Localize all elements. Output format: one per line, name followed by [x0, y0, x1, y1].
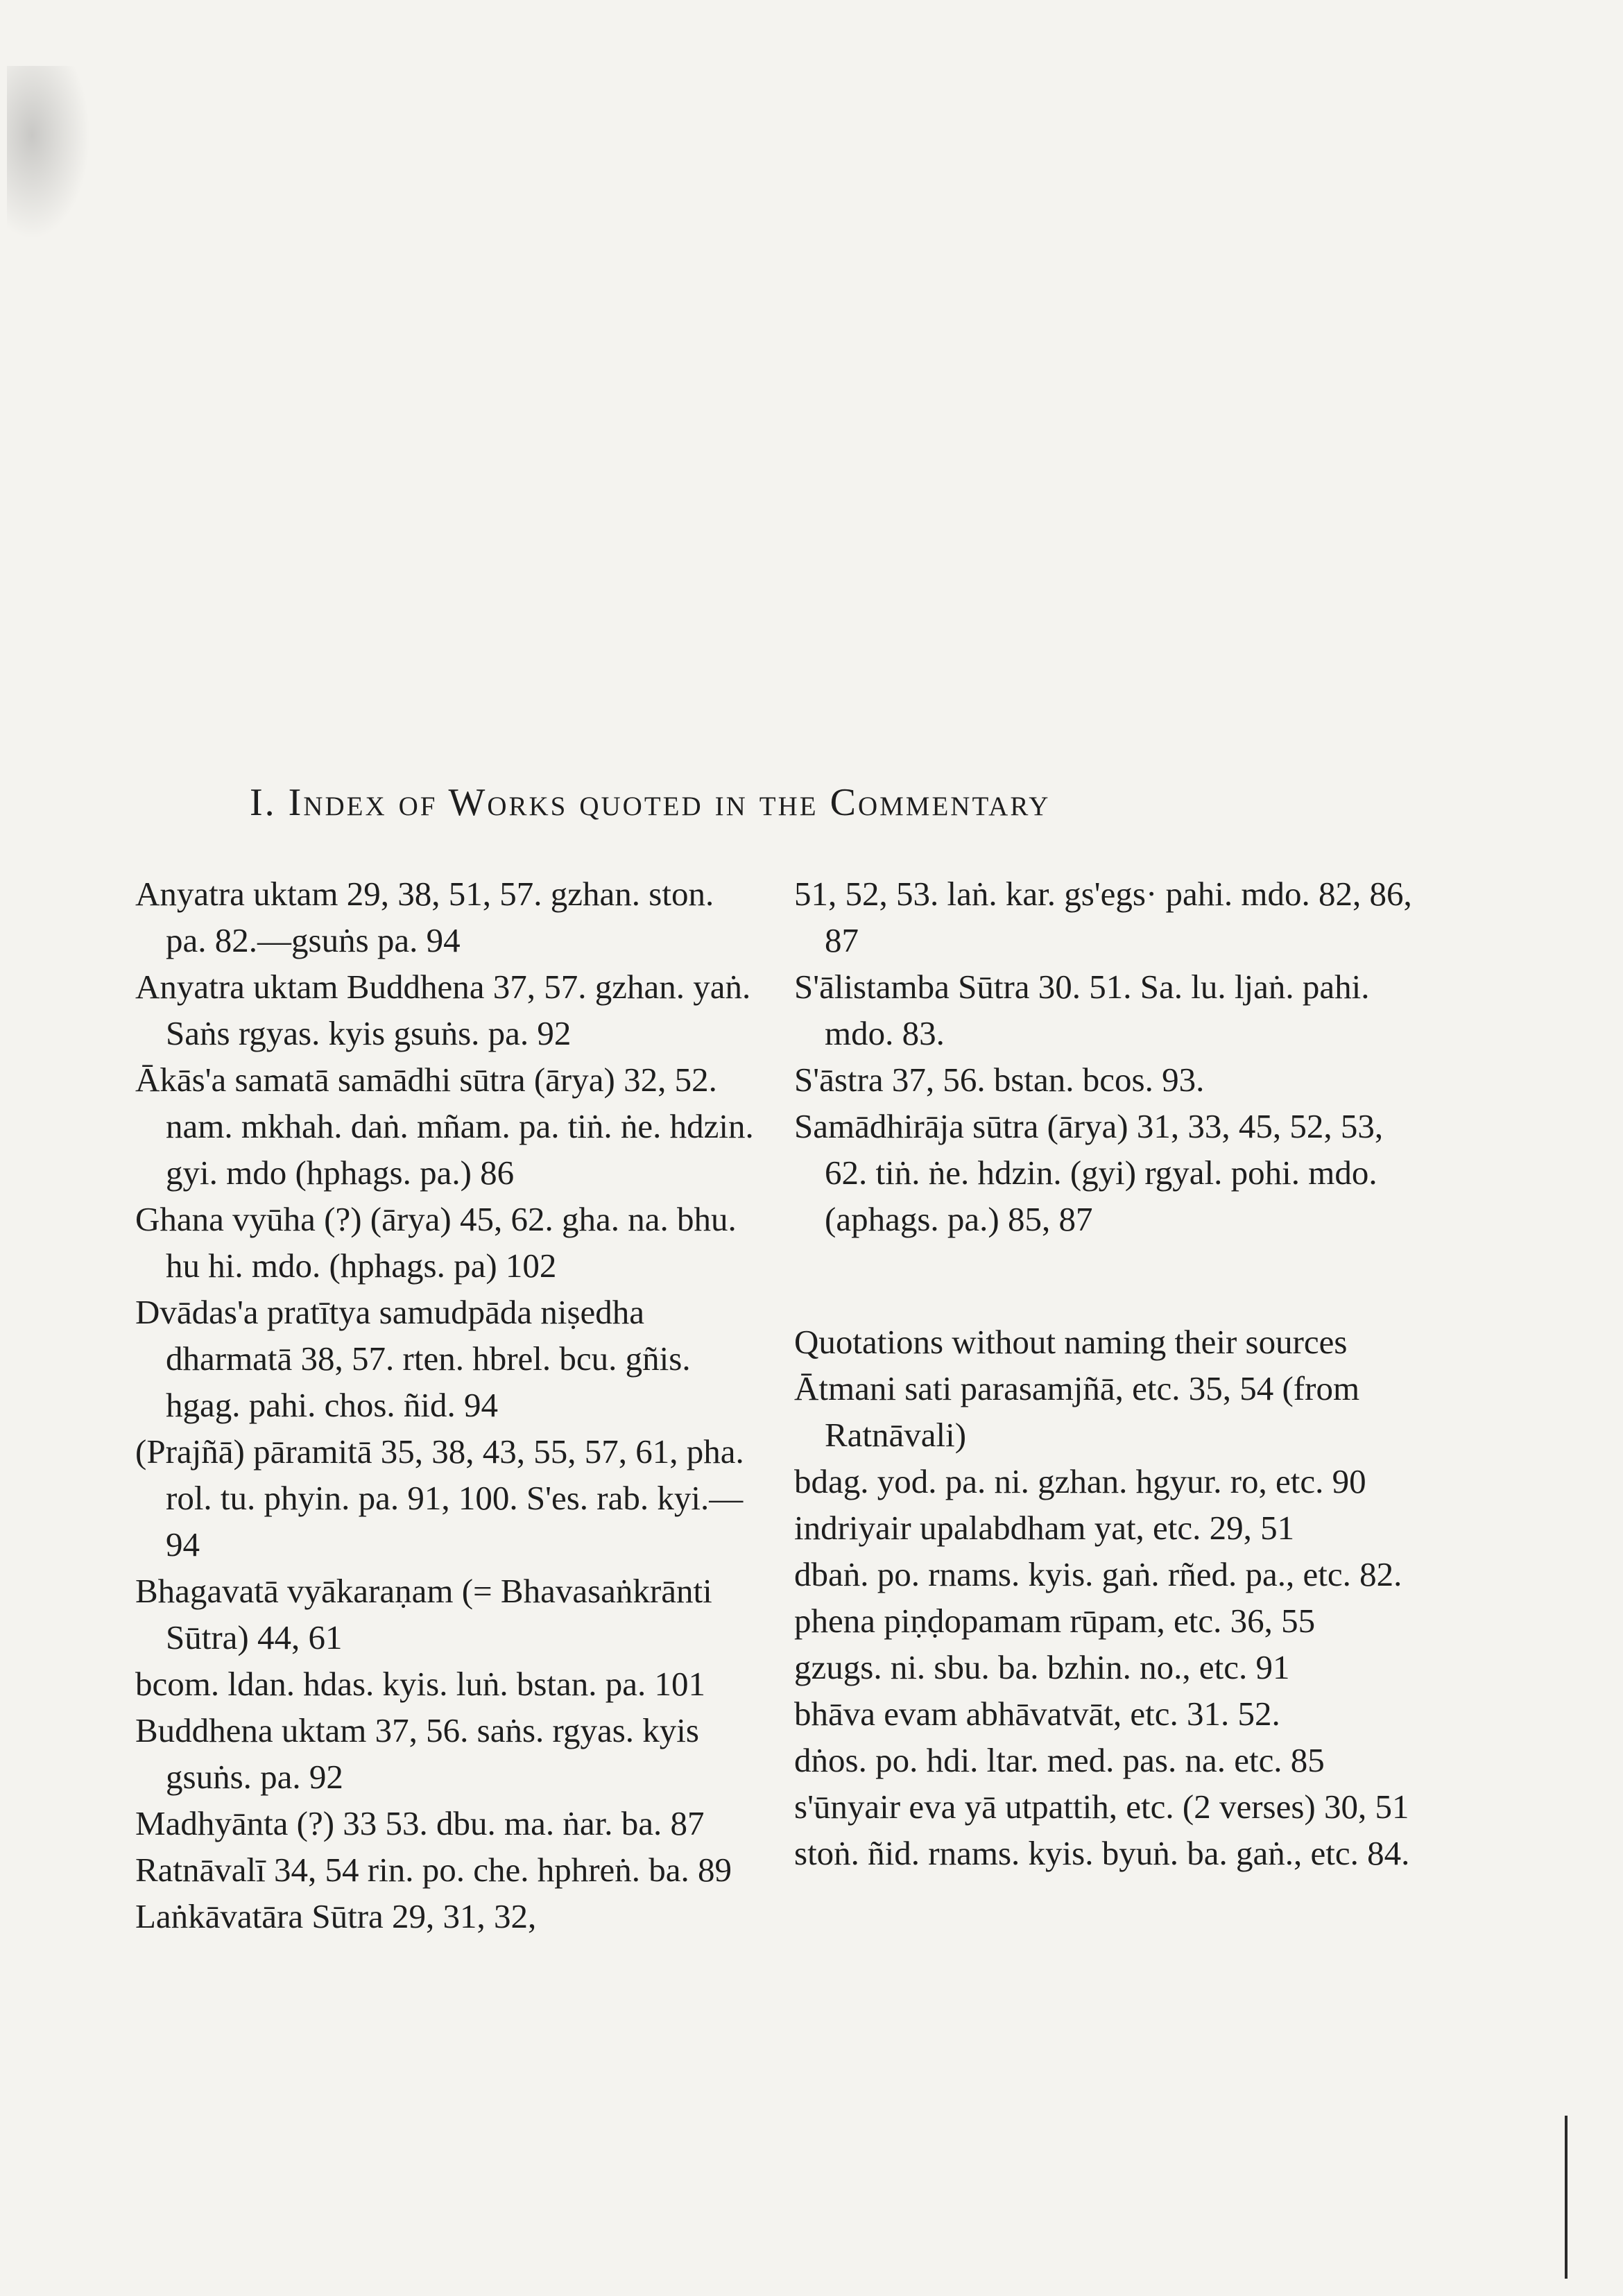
index-entry: bdag. yod. pa. ni. gzhan. hgyur. ro, etc. 90	[794, 1462, 1366, 1500]
index-entry: S'ālistamba Sūtra 30. 51. Sa. lu. ljaṅ. pahi. mdo. 83.	[794, 968, 1370, 1052]
index-entry: Bhagavatā vyākaraṇam (= Bhavasaṅkrānti Sūtra) 44, 61	[135, 1572, 712, 1656]
index-entry: Ākās'a samatā samādhi sūtra (ārya) 32, 52. nam. mkhah. daṅ. mñam. pa. tiṅ. ṅe. hdzin. gyi. mdo (hphags. pa.) 86	[135, 1061, 754, 1192]
index-right-column	[794, 871, 1418, 1876]
index-entry: Buddhena uktam 37, 56. saṅs. rgyas. kyis gsuṅs. pa. 92	[135, 1711, 699, 1796]
index-entry: Anyatra uktam 29, 38, 51, 57. gzhan. ston. pa. 82.—gsuṅs pa. 94	[135, 875, 714, 959]
heading-number: I.	[250, 781, 277, 824]
section-gap	[794, 1242, 1418, 1319]
index-entry: bhāva evam abhāvatvāt, etc. 31. 52.	[794, 1695, 1280, 1733]
index-entry: Ghana vyūha (?) (ārya) 45, 62. gha. na. bhu. hu hi. mdo. (hphags. pa) 102	[135, 1200, 737, 1285]
index-entry: gzugs. ni. sbu. ba. bzhin. no., etc. 91	[794, 1648, 1290, 1686]
index-entry: Laṅkāvatāra Sūtra 29, 31, 32,	[135, 1897, 537, 1935]
quotations-heading: Quotations without naming their sources	[794, 1323, 1348, 1361]
index-heading	[250, 780, 1359, 825]
scan-smudge	[7, 66, 90, 239]
index-entry: Samādhirāja sūtra (ārya) 31, 33, 45, 52, 53, 62. tiṅ. ṅe. hdzin. (gyi) rgyal. pohi. mdo. (aphags. pa.) 85, 87	[794, 1107, 1384, 1238]
index-entry: dbaṅ. po. rnams. kyis. gaṅ. rñed. pa., etc. 82.	[794, 1555, 1402, 1593]
index-entry: bcom. ldan. hdas. kyis. luṅ. bstan. pa. 101	[135, 1665, 706, 1703]
index-entry: stoṅ. ñid. rnams. kyis. byuṅ. ba. gaṅ., etc. 84.	[794, 1834, 1410, 1872]
index-entry: indriyair upalabdham yat, etc. 29, 51	[794, 1509, 1295, 1547]
index-entry: (Prajñā) pāramitā 35, 38, 43, 55, 57, 61, pha. rol. tu. phyin. pa. 91, 100. S'es. rab. kyi.—94	[135, 1432, 744, 1563]
index-entry: 51, 52, 53. laṅ. kar. gs'egs· pahi. mdo. 82, 86, 87	[794, 875, 1412, 959]
index-entry: Madhyānta (?) 33 53. dbu. ma. ṅar. ba. 87	[135, 1804, 705, 1842]
heading-title: Index of Works quoted in the Commentary	[288, 781, 1051, 824]
index-left-column	[135, 871, 759, 1939]
index-entry: S'āstra 37, 56. bstan. bcos. 93.	[794, 1061, 1205, 1099]
margin-rule	[1565, 2116, 1568, 2279]
index-entry: Ratnāvalī 34, 54 rin. po. che. hphreṅ. ba. 89	[135, 1851, 732, 1889]
index-entry: Anyatra uktam Buddhena 37, 57. gzhan. yaṅ. Saṅs rgyas. kyis gsuṅs. pa. 92	[135, 968, 751, 1052]
index-entry: dṅos. po. hdi. ltar. med. pas. na. etc. 85	[794, 1741, 1325, 1779]
index-entry: Dvādas'a pratītya samudpāda niṣedha dharmatā 38, 57. rten. hbrel. bcu. gñis. hgag. pahi. chos. ñid. 94	[135, 1293, 691, 1424]
index-entry: phena piṇḍopamam rūpam, etc. 36, 55	[794, 1602, 1316, 1640]
index-entry: s'ūnyair eva yā utpattih, etc. (2 verses) 30, 51	[794, 1788, 1409, 1826]
index-entry: Ātmani sati parasamjñā, etc. 35, 54 (from Ratnāvali)	[794, 1369, 1360, 1454]
